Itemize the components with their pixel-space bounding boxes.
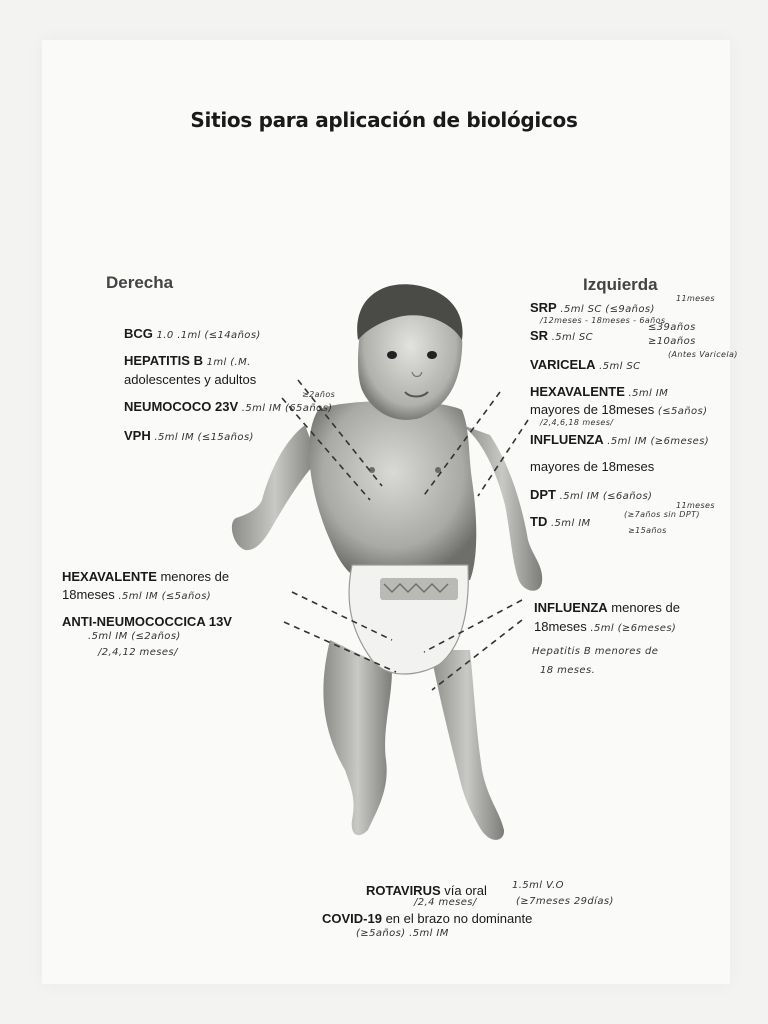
- hexavalente-mayores-sub-note: (≤5años): [657, 406, 708, 417]
- hexavalente-mayores-name: HEXAVALENTE: [530, 384, 625, 399]
- srp-note: .5ml SC (≤9años): [560, 304, 655, 315]
- influenza-menores-label: [534, 600, 680, 616]
- hepatitis-b-menores-note: Hepatitis B menores de: [532, 646, 659, 657]
- influenza-mayores-note: .5ml IM (≥6meses): [607, 436, 710, 447]
- influenza-mayores-name: INFLUENZA: [530, 432, 604, 447]
- sr-note2: ≤39años: [648, 322, 696, 333]
- covid-name: COVID-19: [322, 911, 382, 926]
- influenza-menores-age: 18meses: [534, 619, 587, 634]
- hepatitis-b-menores-note2: 18 meses.: [540, 665, 596, 676]
- sr-name: SR: [530, 328, 549, 343]
- hepatitis-b-name: HEPATITIS B: [124, 353, 203, 368]
- covid-label: [322, 911, 532, 927]
- srp-note2: /12meses - 18meses - 6años: [540, 316, 666, 325]
- td-note: .5ml IM: [550, 518, 591, 529]
- covid-note: (≥5años) .5ml IM: [356, 928, 449, 939]
- hexavalente-mayores-note2: /2,4,6,18 meses/: [540, 418, 614, 427]
- neumococo-23v-note: .5ml IM (65años): [241, 403, 333, 414]
- hexavalente-menores-note: .5ml IM (≤5años): [118, 591, 212, 602]
- rotavirus-note2: /2,4 meses/: [414, 897, 477, 908]
- neumococo-23v-extra: ≥2años: [302, 390, 336, 399]
- right-eye: [387, 351, 397, 359]
- diaper-band: [380, 578, 458, 600]
- anti-neumococcica-label: [62, 614, 232, 630]
- dpt-name: DPT: [530, 487, 556, 502]
- left-leg: [430, 650, 504, 840]
- influenza-mayores-label: [530, 432, 709, 450]
- hexavalente-menores-name: HEXAVALENTE: [62, 569, 157, 584]
- vph-note: .5ml IM (≤15años): [154, 432, 254, 443]
- rotavirus-note3: (≥7meses 29días): [516, 896, 614, 907]
- hexavalente-menores-text: menores de: [156, 569, 230, 584]
- page-title: Sitios para aplicación de biológicos: [190, 108, 578, 132]
- rotavirus-text: vía oral: [440, 883, 487, 898]
- sr-note: .5ml SC: [551, 332, 594, 343]
- dpt-note: .5ml IM (≤6años): [559, 491, 653, 502]
- hexavalente-mayores-label: [530, 384, 668, 402]
- header-izquierda: Izquierda: [583, 275, 658, 294]
- rotavirus-note: 1.5ml V.O: [512, 880, 564, 891]
- hepatitis-b-note: 1ml (.M.: [206, 357, 251, 368]
- bcg-note: 1.0 .1ml (≤14años): [156, 330, 261, 341]
- bcg-label: [124, 326, 261, 344]
- srp-note3: 11meses: [676, 294, 715, 303]
- vph-name: VPH: [124, 428, 151, 443]
- hexavalente-menores-label: [62, 569, 229, 585]
- anti-neumococcica-name: ANTI-NEUMOCOCCICA 13V: [62, 614, 232, 629]
- right-leg: [323, 640, 392, 835]
- varicela-label: [530, 357, 640, 375]
- influenza-mayores-sub: mayores de 18meses: [530, 459, 655, 474]
- hexavalente-mayores-note: .5ml IM: [628, 388, 669, 399]
- dpt-label: [530, 487, 652, 505]
- td-note3: ≥15años: [628, 526, 667, 535]
- neumococo-23v-name: NEUMOCOCO 23V: [124, 399, 239, 414]
- td-note2: (≥7años sin DPT): [624, 510, 700, 519]
- hepatitis-b-label: [124, 353, 251, 371]
- sr-label: [530, 328, 593, 346]
- anti-neumococcica-note: .5ml IM (≤2años): [88, 631, 181, 642]
- hepatitis-b-sub: adolescentes y adultos: [124, 372, 257, 387]
- varicela-note: .5ml SC: [599, 361, 641, 372]
- covid-text: en el brazo no dominante: [381, 911, 533, 926]
- neumococo-23v-label: [124, 399, 332, 417]
- torso: [309, 401, 476, 580]
- varicela-name: VARICELA: [530, 357, 596, 372]
- hexavalente-mayores-sub: mayores de 18meses: [530, 402, 655, 417]
- influenza-menores-name: INFLUENZA: [534, 600, 608, 615]
- header-derecha: Derecha: [106, 273, 174, 292]
- influenza-menores-text: menores de: [607, 600, 680, 615]
- hexavalente-menores-age: 18meses: [62, 587, 115, 602]
- srp-name: SRP: [530, 300, 557, 315]
- vph-label: [124, 428, 254, 446]
- hexavalente-menores-line2: [62, 587, 211, 605]
- td-label: [530, 514, 591, 532]
- sr-note3: ≥10años: [648, 336, 696, 347]
- influenza-menores-line2: [534, 619, 676, 637]
- anti-neumococcica-note2: /2,4,12 meses/: [98, 647, 178, 658]
- bcg-name: BCG: [124, 326, 153, 341]
- dpt-note2: 11meses: [676, 501, 715, 510]
- varicela-note2: (Antes Varicela): [668, 350, 738, 359]
- rotavirus-name: ROTAVIRUS: [366, 883, 441, 898]
- left-eye: [427, 351, 437, 359]
- influenza-menores-note: .5ml (≥6meses): [590, 623, 677, 634]
- td-name: TD: [530, 514, 548, 529]
